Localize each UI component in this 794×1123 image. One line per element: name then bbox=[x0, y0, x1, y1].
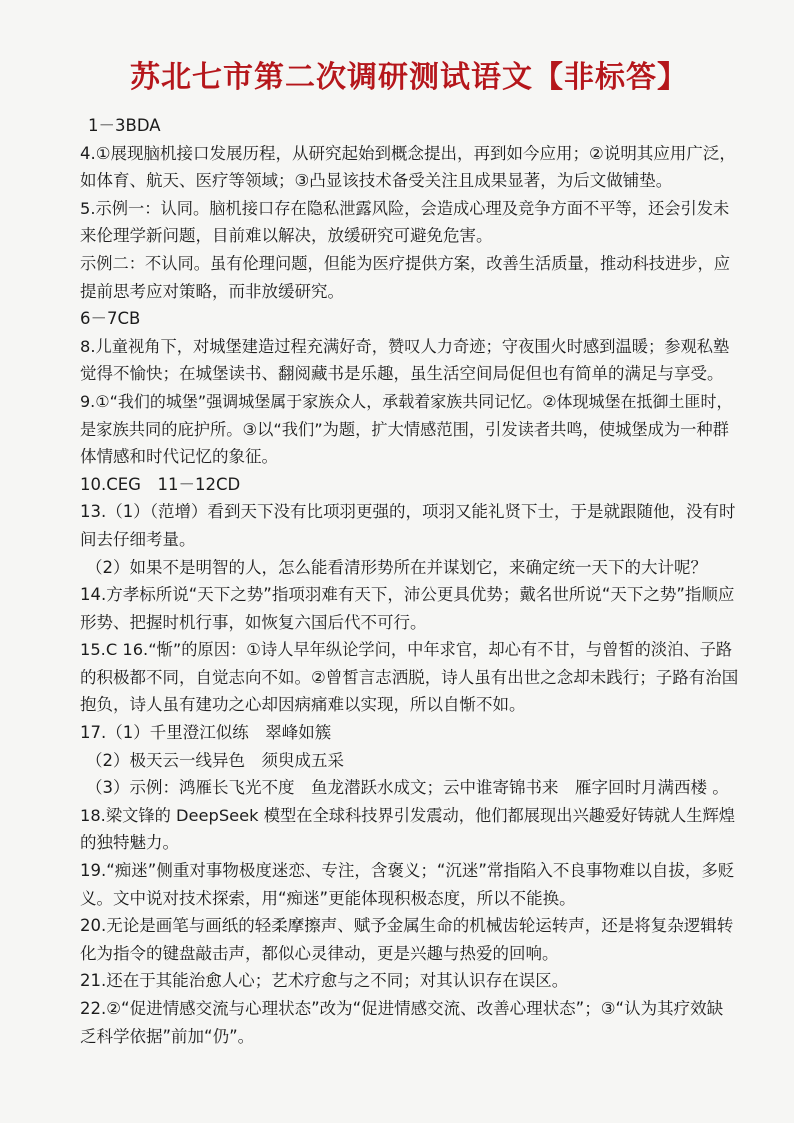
answer-line-4b: 如体育、航天、医疗等领域；③凸显该技术备受关注且成果显著，为后文做铺垫。 bbox=[80, 171, 673, 191]
answer-line-18a: 18.梁文锋的 DeepSeek 模型在全球科技界引发震动，他们都展现出兴趣爱好铸就人生辉煌 bbox=[80, 805, 735, 825]
answer-line-8a: 8.儿童视角下，对城堡建造过程充满好奇，赞叹人力奇迹；守夜围火时感到温暖；参观私塾 bbox=[80, 336, 730, 356]
answer-list bbox=[80, 112, 738, 1050]
answer-line-1-3: 1－3BDA bbox=[88, 116, 161, 135]
answer-line-5b: 来伦理学新问题，目前难以解决，放缓研究可避免危害。 bbox=[80, 226, 493, 246]
answer-line-16b: 的积极都不同，自觉志向不如。②曾皙言志洒脱，诗人虽有出世之念却未践行；子路有治国 bbox=[80, 667, 739, 687]
answer-line-20b: 化为指令的键盘敲击声，都似心灵律动，更是兴趣与热爱的回响。 bbox=[80, 943, 559, 963]
answer-line-10-12: 10.CEG 11－12CD bbox=[80, 474, 241, 494]
answer-line-22a: 22.②“促进情感交流与心理状态”改为“促进情感交流、改善心理状态”；③“认为其疗效缺 bbox=[80, 999, 724, 1018]
answer-line-18b: 的独特魅力。 bbox=[80, 833, 179, 853]
answer-line-9a: 9.①“我们的城堡”强调城堡属于家族众人，承载着家族共同记忆。②体现城堡在抵御土匪时， bbox=[80, 391, 733, 411]
answer-line-9c: 体情感和时代记忆的象征。 bbox=[80, 447, 278, 467]
answer-line-16c: 抱负，诗人虽有建功之心却因病痛难以实现，所以自惭不如。 bbox=[80, 695, 526, 715]
answer-line-19a: 19.“痴迷”侧重对事物极度迷恋、专注，含褒义；“沉迷”常指陷入不良事物难以自拔，多贬 bbox=[80, 861, 735, 881]
answer-line-5c: 示例二：不认同。虽有伦理问题，但能为医疗提供方案，改善生活质量，推动科技进步，应 bbox=[80, 253, 730, 273]
page-title: 苏北七市第二次调研测试语文【非标答】 bbox=[130, 60, 688, 95]
answer-line-14b: 形势、把握时机行事，如恢复六国后代不可行。 bbox=[80, 612, 427, 632]
answer-line-17b: （2）极天云一线异色 须臾成五采 bbox=[86, 750, 344, 770]
answer-line-13a: 13.（1）（范增）看到天下没有比项羽更强的，项羽又能礼贤下士，于是就跟随他，没有时 bbox=[80, 502, 736, 522]
answer-line-13b: 间去仔细考量。 bbox=[80, 529, 196, 549]
answer-line-5d: 提前思考应对策略，而非放缓研究。 bbox=[80, 281, 344, 301]
answer-line-19b: 义。文中说对技术探索，用“痴迷”更能体现积极态度，所以不能换。 bbox=[80, 888, 576, 908]
answer-line-5a: 5.示例一：认同。脑机接口存在隐私泄露风险，会造成心理及竞争方面不平等，还会引发未 bbox=[80, 198, 730, 218]
answer-line-6-7: 6－7CB bbox=[80, 309, 141, 329]
answer-line-4a: 4.①展现脑机接口发展历程，从研究起始到概念提出，再到如今应用；②说明其应用广泛， bbox=[80, 143, 736, 163]
answer-line-22b: 乏科学依据”前加“仍”。 bbox=[80, 1026, 255, 1046]
answer-line-17c: （3）示例：鸿雁长飞光不度 鱼龙潜跃水成文；云中谁寄锦书来 雁字回时月满西楼 。 bbox=[86, 778, 729, 798]
answer-line-9b: 是家族共同的庇护所。③以“我们”为题，扩大情感范围，引发读者共鸣，使城堡成为一种群 bbox=[80, 419, 729, 439]
answer-line-20a: 20.无论是画笔与画纸的轻柔摩擦声、赋予金属生命的机械齿轮运转声，还是将复杂逻辑转 bbox=[80, 916, 734, 936]
answer-line-17a: 17.（1）千里澄江似练 翠峰如簇 bbox=[80, 723, 332, 743]
answer-line-14a: 14.方孝标所说“天下之势”指项羽难有天下，沛公更具优势；戴名世所说“天下之势”指顺应 bbox=[80, 585, 735, 605]
answer-line-21: 21.还在于其能治愈人心；艺术疗愈与之不同；对其认识存在误区。 bbox=[80, 971, 569, 991]
answer-line-13c: （2）如果不是明智的人，怎么能看清形势所在并谋划它，来确定统一天下的大计呢？ bbox=[86, 557, 707, 577]
answer-line-8b: 觉得不愉快；在城堡读书、翻阅藏书是乐趣，虽生活空间局促但也有简单的满足与享受。 bbox=[80, 364, 724, 384]
answer-line-15-16a: 15.C 16.“惭”的原因：①诗人早年纵论学问，中年求官，却心有不甘，与曾皙的淡泊、子路 bbox=[80, 640, 733, 660]
